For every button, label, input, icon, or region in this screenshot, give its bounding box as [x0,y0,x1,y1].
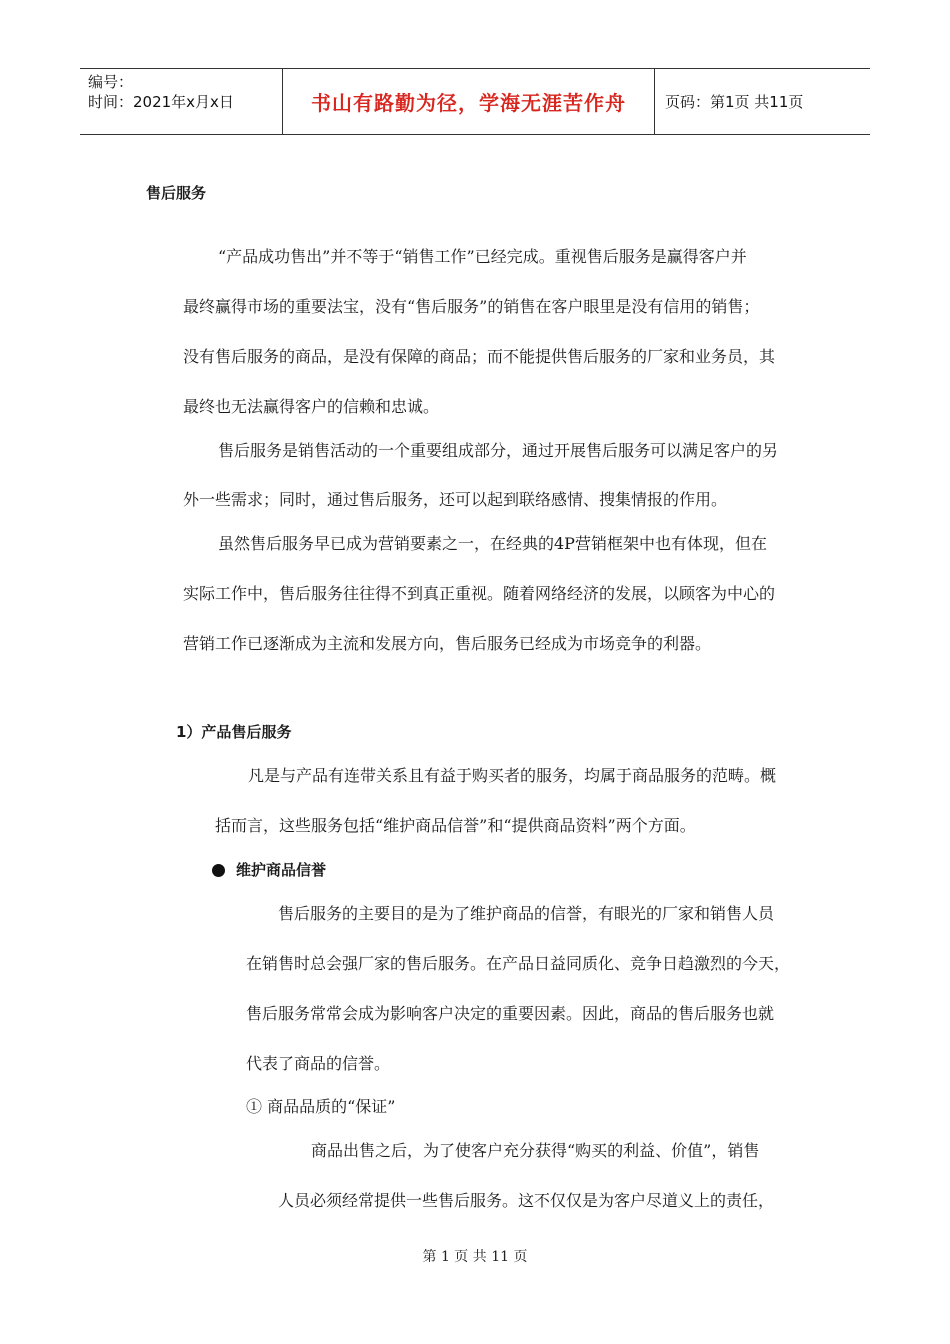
numbered-item: ① 商品品质的“保证” [246,1097,396,1116]
subsection-line: 凡是与产品有连带关系且有益于购买者的服务，均属于商品服务的范畴。概 [248,766,777,785]
header-motto: 书山有路勤为径，学海无涯苦作舟 [282,69,655,134]
page-footer: 第 1 页 共 11 页 [422,1249,528,1265]
number-label: 编号： [88,73,134,91]
intro-line: 外一些需求；同时，通过售后服务，还可以起到联络感情、搜集情报的作用。 [183,490,728,509]
intro-line: 虽然售后服务早已成为营销要素之一，在经典的4P营销框架中也有体现，但在 [218,534,767,553]
numbered-line: 商品出售之后，为了使客户充分获得“购买的利益、价值”，销售 [311,1141,760,1160]
bullet-line: 在销售时总会强厂家的售后服务。在产品日益同质化、竞争日趋激烈的今天， [246,954,791,973]
bullet-title: 维护商品信誉 [236,861,327,879]
time-label: 时间：2021年x月x日 [88,93,234,111]
bullet-dot-icon [212,864,225,877]
numbered-line: 人员必须经常提供一些售后服务。这不仅仅是为客户尽道义上的责任， [278,1191,775,1210]
header-info [80,69,282,134]
header-page-code: 页码：第1页 共11页 [665,93,804,111]
bullet-line: 售后服务常常会成为影响客户决定的重要因素。因此，商品的售后服务也就 [246,1004,775,1023]
intro-line: 实际工作中，售后服务往往得不到真正重视。随着网络经济的发展，以顾客为中心的 [183,584,776,603]
intro-line: 售后服务是销售活动的一个重要组成部分，通过开展售后服务可以满足客户的另 [218,441,779,460]
bullet-line: 代表了商品的信誉。 [246,1054,391,1073]
page-header [80,68,870,135]
section-title: 售后服务 [146,184,207,202]
intro-line: 营销工作已逐渐成为主流和发展方向，售后服务已经成为市场竞争的利器。 [183,634,712,653]
intro-line: 最终赢得市场的重要法宝，没有“售后服务”的销售在客户眼里是没有信用的销售； [183,297,760,316]
subsection-title: 1）产品售后服务 [176,723,292,741]
intro-line: “产品成功售出”并不等于“销售工作”已经完成。重视售后服务是赢得客户并 [218,247,747,266]
subsection-line: 括而言，这些服务包括“维护商品信誉”和“提供商品资料”两个方面。 [215,816,696,835]
bullet-line: 售后服务的主要目的是为了维护商品的信誉，有眼光的厂家和销售人员 [278,904,775,923]
intro-line: 没有售后服务的商品，是没有保障的商品；而不能提供售后服务的厂家和业务员，其 [183,347,776,366]
intro-line: 最终也无法赢得客户的信赖和忠诚。 [183,397,440,416]
